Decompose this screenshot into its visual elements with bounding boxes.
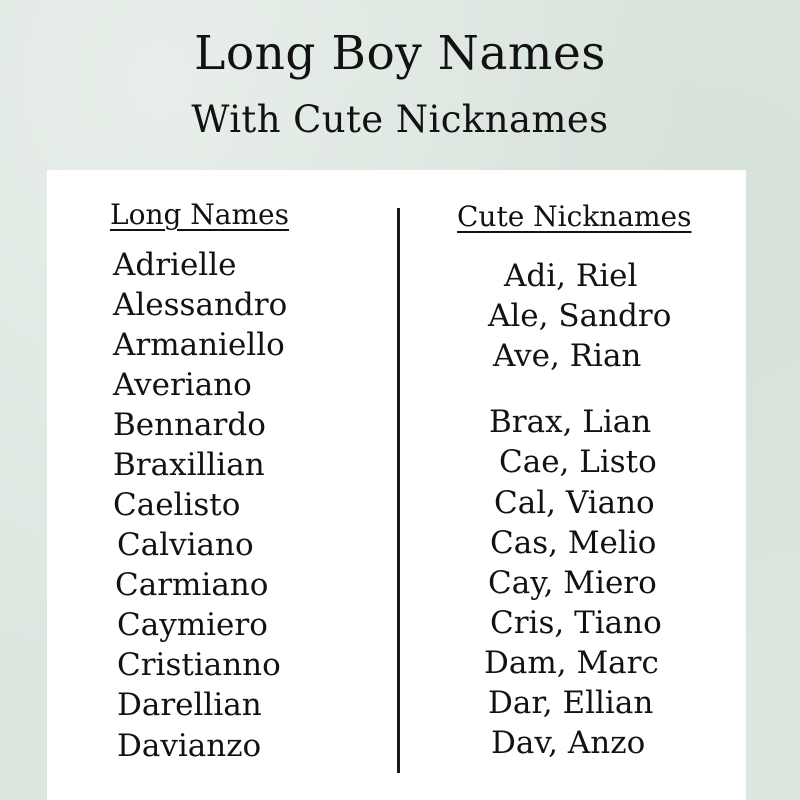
names-card <box>47 170 746 800</box>
long-name-item: Adrielle <box>113 247 237 283</box>
long-name-item: Caymiero <box>117 607 268 643</box>
nickname-item: Brax, Lian <box>489 404 652 440</box>
column-divider <box>397 208 400 773</box>
nickname-item: Adi, Riel <box>504 258 638 294</box>
nickname-item: Cay, Miero <box>488 565 657 601</box>
long-name-item: Alessandro <box>113 287 288 323</box>
long-name-item: Braxillian <box>113 447 265 483</box>
nickname-item: Cal, Viano <box>494 485 655 521</box>
long-name-item: Cristianno <box>117 647 281 683</box>
nickname-item: Cae, Listo <box>499 444 657 480</box>
long-name-item: Darellian <box>117 687 262 723</box>
long-name-item: Calviano <box>117 527 254 563</box>
header <box>0 0 800 170</box>
page-subtitle: With Cute Nicknames <box>191 98 609 141</box>
long-names-header: Long Names <box>110 198 289 231</box>
nickname-item: Cris, Tiano <box>490 605 662 641</box>
long-name-item: Averiano <box>113 367 252 403</box>
nickname-item: Ale, Sandro <box>488 298 672 334</box>
long-name-item: Bennardo <box>113 407 266 443</box>
long-name-item: Caelisto <box>113 487 241 523</box>
nickname-item: Ave, Rian <box>493 338 642 374</box>
long-name-item: Davianzo <box>117 728 262 764</box>
nickname-item: Cas, Melio <box>490 525 657 561</box>
long-name-item: Carmiano <box>115 567 269 603</box>
page-title: Long Boy Names <box>194 26 606 81</box>
nickname-item: Dav, Anzo <box>491 725 646 761</box>
nickname-item: Dar, Ellian <box>488 685 654 721</box>
nickname-item: Dam, Marc <box>484 645 659 681</box>
long-name-item: Armaniello <box>113 327 285 363</box>
nicknames-header: Cute Nicknames <box>457 200 692 233</box>
